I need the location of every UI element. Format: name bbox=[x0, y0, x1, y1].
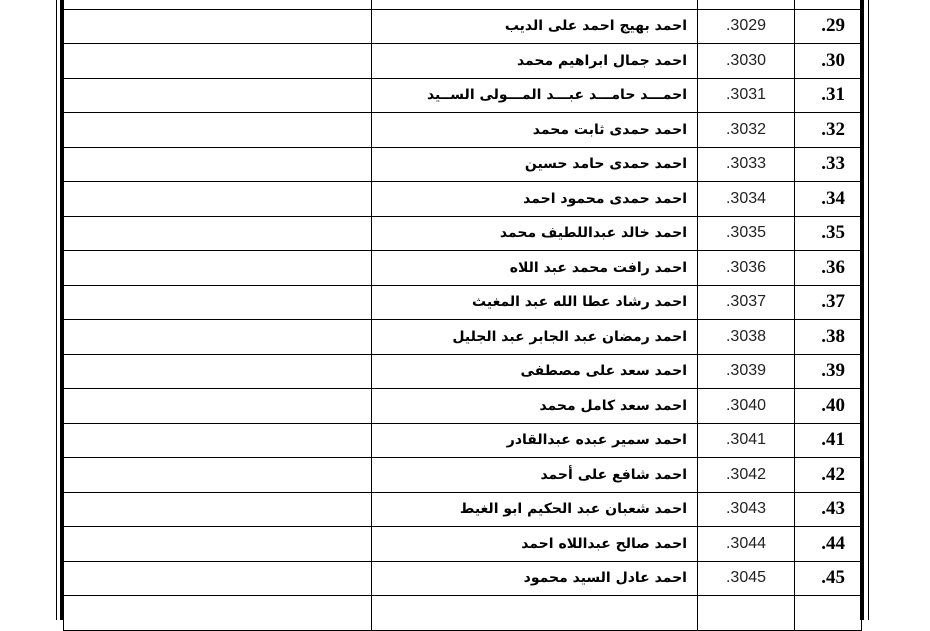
table-row bbox=[64, 389, 862, 424]
blank-cell bbox=[64, 0, 372, 9]
row-number: .43 bbox=[795, 492, 862, 527]
row-number: .33 bbox=[795, 147, 862, 182]
student-name: احمد سعد على مصطفى bbox=[372, 354, 698, 389]
row-number: .37 bbox=[795, 285, 862, 320]
blank-cell bbox=[64, 9, 372, 44]
row-number: .44 bbox=[795, 527, 862, 562]
table-row bbox=[64, 320, 862, 355]
blank-cell bbox=[64, 216, 372, 251]
table-row bbox=[64, 354, 862, 389]
page-border-right-outer bbox=[868, 0, 869, 620]
blank-cell bbox=[64, 44, 372, 79]
blank-cell bbox=[64, 113, 372, 148]
student-code: .3035 bbox=[698, 216, 795, 251]
student-code: .3031 bbox=[698, 78, 795, 113]
student-code: .3040 bbox=[698, 389, 795, 424]
row-number: .40 bbox=[795, 389, 862, 424]
student-code: .3034 bbox=[698, 182, 795, 217]
table-row bbox=[64, 527, 862, 562]
student-name: احمد حمدى ثابت محمد bbox=[372, 113, 698, 148]
student-list-body bbox=[64, 0, 862, 630]
student-name: احمد بهيج احمد على الديب bbox=[372, 9, 698, 44]
student-name bbox=[372, 0, 698, 9]
row-number: .29 bbox=[795, 9, 862, 44]
row-number: .45 bbox=[795, 561, 862, 596]
blank-cell bbox=[64, 251, 372, 286]
student-name: احمـــد حامـــد عبـــد المـــولى الســيد bbox=[372, 78, 698, 113]
student-code: .3032 bbox=[698, 113, 795, 148]
student-name: احمد رشاد عطا الله عبد المغيث bbox=[372, 285, 698, 320]
blank-cell bbox=[64, 285, 372, 320]
student-code: .3038 bbox=[698, 320, 795, 355]
table-row bbox=[64, 147, 862, 182]
student-name: احمد سعد كامل محمد bbox=[372, 389, 698, 424]
row-number: .41 bbox=[795, 423, 862, 458]
blank-cell bbox=[64, 320, 372, 355]
table-row bbox=[64, 216, 862, 251]
row-number: .34 bbox=[795, 182, 862, 217]
row-number: .36 bbox=[795, 251, 862, 286]
student-code: .3042 bbox=[698, 458, 795, 493]
table-row bbox=[64, 44, 862, 79]
table-row bbox=[64, 251, 862, 286]
blank-cell bbox=[64, 354, 372, 389]
student-code: .3043 bbox=[698, 492, 795, 527]
table-row bbox=[64, 9, 862, 44]
student-code: .3039 bbox=[698, 354, 795, 389]
student-name: احمد حمدى محمود احمد bbox=[372, 182, 698, 217]
table-row bbox=[64, 492, 862, 527]
row-number: .32 bbox=[795, 113, 862, 148]
blank-cell bbox=[64, 423, 372, 458]
row-number: .35 bbox=[795, 216, 862, 251]
student-name: احمد رافت محمد عبد اللاه bbox=[372, 251, 698, 286]
student-name: احمد صالح عبداللاه احمد bbox=[372, 527, 698, 562]
table-row bbox=[64, 285, 862, 320]
student-name: احمد جمال ابراهيم محمد bbox=[372, 44, 698, 79]
student-code: .3041 bbox=[698, 423, 795, 458]
blank-cell bbox=[64, 389, 372, 424]
row-number: .38 bbox=[795, 320, 862, 355]
table-row bbox=[64, 561, 862, 596]
row-number bbox=[795, 596, 862, 631]
student-list-table bbox=[63, 0, 862, 631]
table-row bbox=[64, 182, 862, 217]
student-name: احمد شافع على أحمد bbox=[372, 458, 698, 493]
row-number: .30 bbox=[795, 44, 862, 79]
student-name: احمد سمير عبده عبدالقادر bbox=[372, 423, 698, 458]
student-code bbox=[698, 596, 795, 631]
student-name: احمد حمدى حامد حسين bbox=[372, 147, 698, 182]
student-code: .3045 bbox=[698, 561, 795, 596]
student-name: احمد شعبان عبد الحكيم ابو الغيط bbox=[372, 492, 698, 527]
table-row bbox=[64, 423, 862, 458]
student-code: .3044 bbox=[698, 527, 795, 562]
student-code bbox=[698, 0, 795, 9]
blank-cell bbox=[64, 78, 372, 113]
blank-cell bbox=[64, 527, 372, 562]
page-border-left-outer bbox=[56, 0, 57, 620]
row-number: .31 bbox=[795, 78, 862, 113]
blank-cell bbox=[64, 182, 372, 217]
table-row bbox=[64, 78, 862, 113]
blank-cell bbox=[64, 596, 372, 631]
student-name: احمد خالد عبداللطيف محمد bbox=[372, 216, 698, 251]
student-name bbox=[372, 596, 698, 631]
student-code: .3036 bbox=[698, 251, 795, 286]
blank-cell bbox=[64, 561, 372, 596]
student-name: احمد عادل السيد محمود bbox=[372, 561, 698, 596]
row-number bbox=[795, 0, 862, 9]
table-row bbox=[64, 458, 862, 493]
blank-cell bbox=[64, 492, 372, 527]
table-row bbox=[64, 0, 862, 9]
table-row bbox=[64, 596, 862, 631]
student-name: احمد رمضان عبد الجابر عبد الجليل bbox=[372, 320, 698, 355]
blank-cell bbox=[64, 458, 372, 493]
blank-cell bbox=[64, 147, 372, 182]
table-row bbox=[64, 113, 862, 148]
student-code: .3037 bbox=[698, 285, 795, 320]
row-number: .39 bbox=[795, 354, 862, 389]
student-code: .3033 bbox=[698, 147, 795, 182]
student-code: .3029 bbox=[698, 9, 795, 44]
student-code: .3030 bbox=[698, 44, 795, 79]
row-number: .42 bbox=[795, 458, 862, 493]
